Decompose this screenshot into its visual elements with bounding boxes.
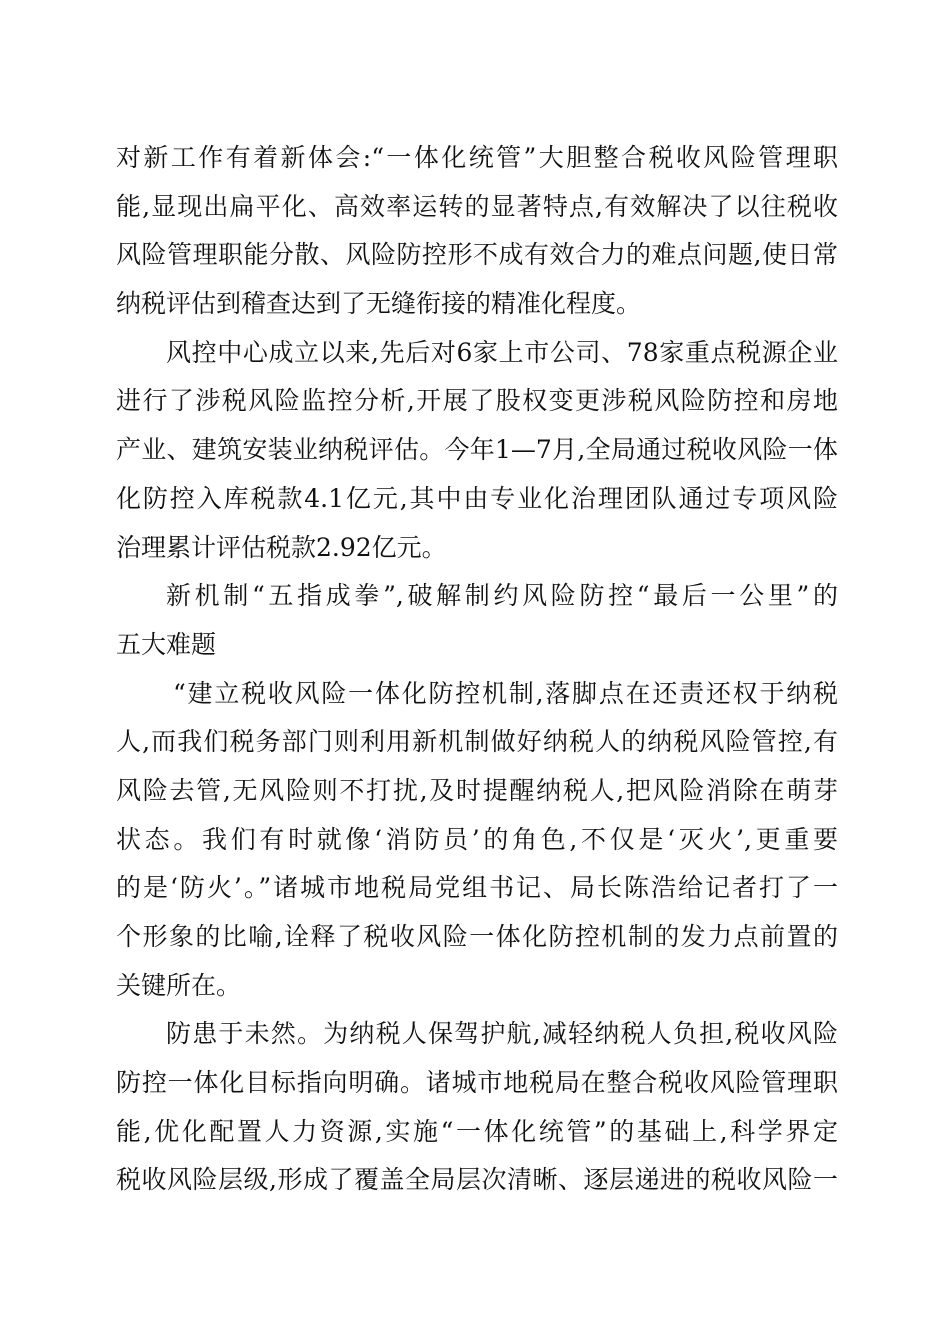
text-line: 个形象的比喻,诠释了税收风险一体化防控机制的发力点前置的 <box>116 922 838 951</box>
text-line: 人,而我们税务部门则利用新机制做好纳税人的纳税风险管控,有 <box>116 727 838 757</box>
text-line: 纳税评估到稽查达到了无缝衔接的精准化程度。 <box>116 289 642 319</box>
text-line: 防患于未然。为纳税人保驾护航,减轻纳税人负担,税收风险 <box>166 1019 838 1049</box>
text-line: 化防控入库税款4.1亿元,其中由专业化治理团队通过专项风险 <box>116 483 838 513</box>
text-line: 对新工作有着新体会:“一体化统管”大胆整合税收风险管理职 <box>116 143 838 172</box>
article-body <box>116 134 838 1205</box>
text-line: 防控一体化目标指向明确。诸城市地税局在整合税收风险管理职 <box>116 1068 838 1098</box>
text-line: 进行了涉税风险监控分析,开展了股权变更涉税风险防控和房地 <box>116 386 838 416</box>
text-line: 能,显现出扁平化、高效率运转的显著特点,有效解决了以往税收 <box>116 191 838 221</box>
text-line: 风控中心成立以来,先后对6家上市公司、78家重点税源企业 <box>166 337 838 367</box>
text-line: 能,优化配置人力资源,实施“一体化统管”的基础上,科学界定 <box>116 1116 838 1146</box>
text-line: 状态。我们有时就像‘消防员’的角色,不仅是‘灭火’,更重要 <box>116 824 838 854</box>
text-line: 的是‘防火’。”诸城市地税局党组书记、局长陈浩给记者打了一 <box>116 873 838 903</box>
text-line: 产业、建筑安装业纳税评估。今年1—7月,全局通过税收风险一体 <box>116 435 838 465</box>
section-subheading: 新机制“五指成拳”,破解制约风险防控“最后一公里”的 <box>166 581 838 611</box>
text-line: 关键所在。 <box>116 970 242 1000</box>
section-subheading: 五大难题 <box>116 629 217 659</box>
text-line: 风险管理职能分散、风险防控形不成有效合力的难点问题,使日常 <box>116 240 838 270</box>
text-line: “建立税收风险一体化防控机制,落脚点在还责还权于纳税 <box>173 678 838 708</box>
text-line: 风险去管,无风险则不打扰,及时提醒纳税人,把风险消除在萌芽 <box>116 775 838 805</box>
text-line: 治理累计评估税款2.92亿元。 <box>116 532 447 562</box>
text-line: 税收风险层级,形成了覆盖全局层次清晰、逐层递进的税收风险一 <box>116 1165 838 1195</box>
